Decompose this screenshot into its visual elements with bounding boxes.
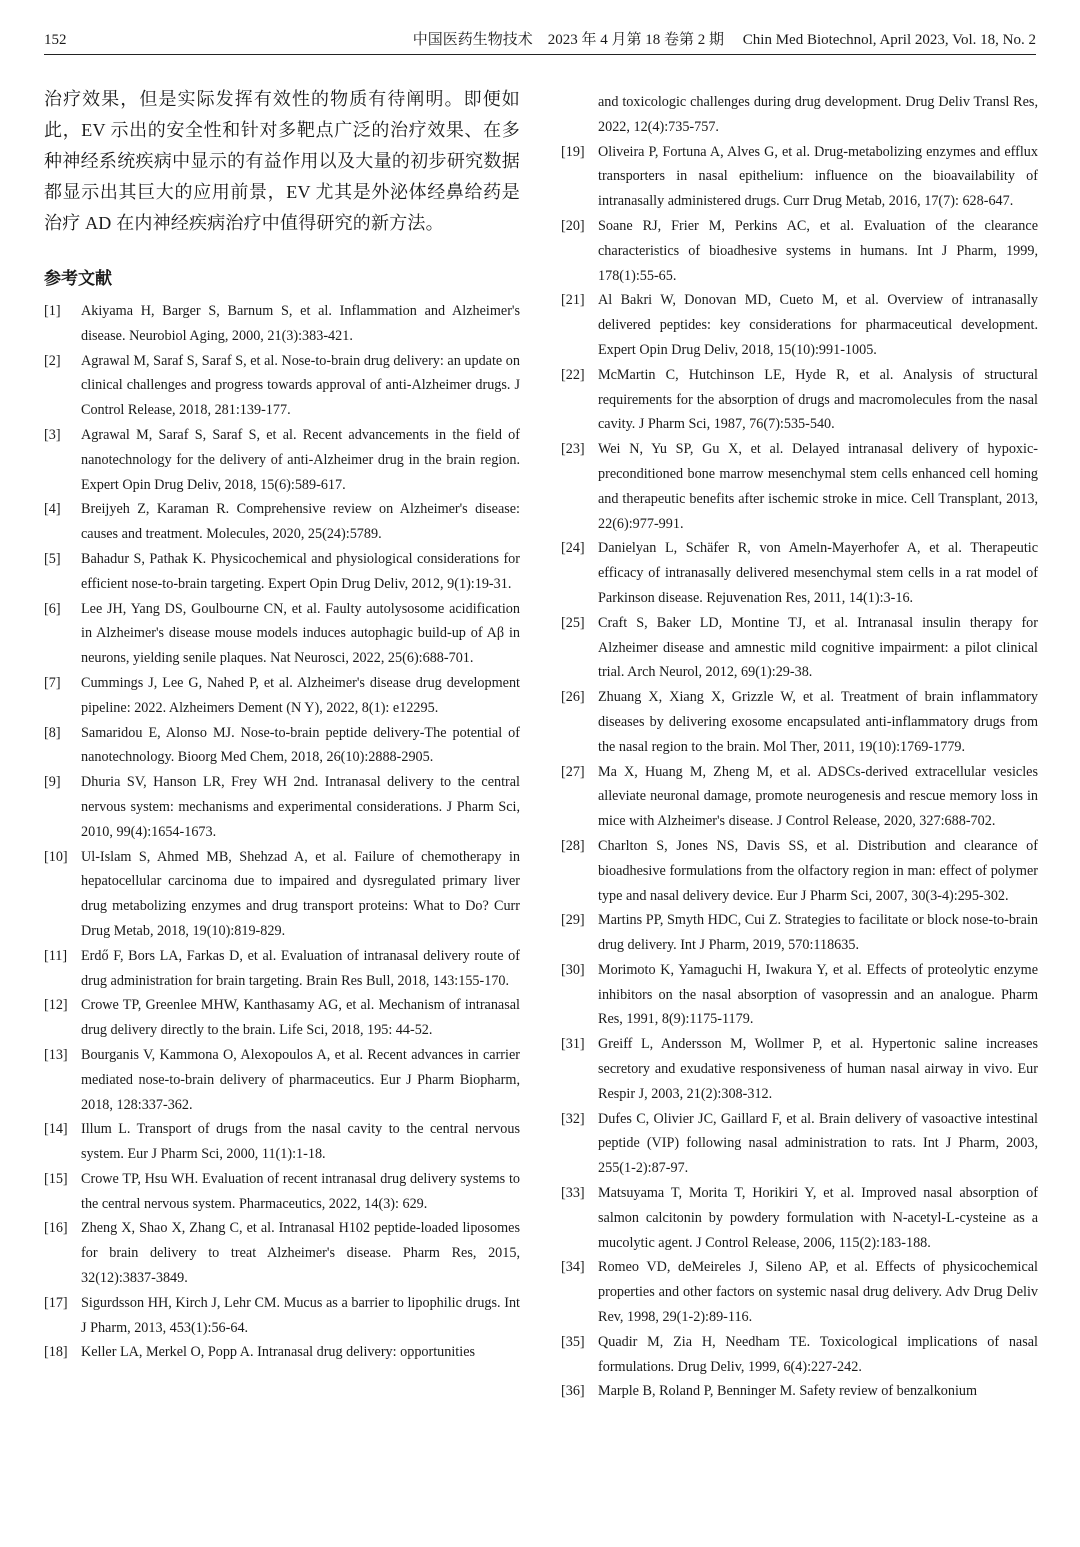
reference-item xyxy=(561,760,1038,834)
reference-text: Bahadur S, Pathak K. Physicochemical and physiological considerations for efficient nose-to-brain targeting. Expert Opin Drug Deliv, 2012, 9(1):19-31. xyxy=(81,550,520,592)
reference-item xyxy=(44,845,520,944)
reference-item xyxy=(44,1216,520,1290)
reference-number: [27] xyxy=(561,763,585,780)
reference-item xyxy=(44,423,520,497)
reference-item xyxy=(44,671,520,721)
references-heading: 参考文献 xyxy=(44,269,112,289)
reference-number: [1] xyxy=(44,303,61,319)
reference-text: Breijyeh Z, Karaman R. Comprehensive review on Alzheimer's disease: causes and treatment. Molecules, 2020, 25(24):5789. xyxy=(81,501,520,543)
reference-text: Agrawal M, Saraf S, Saraf S, et al. Nose-to-brain drug delivery: an update on clinical challenges and progress towards approval of anti-Alzheimer drugs. J Control Release, 2018, 281:139-177. xyxy=(81,352,520,419)
reference-number: [36] xyxy=(561,1383,585,1400)
reference-item xyxy=(561,536,1038,610)
reference-number: [3] xyxy=(44,426,61,443)
reference-item xyxy=(561,363,1038,437)
reference-item xyxy=(561,90,1038,140)
reference-number: [2] xyxy=(44,352,61,369)
reference-text: Quadir M, Zia H, Needham TE. Toxicological implications of nasal formulations. Drug Deliv, 1999, 6(4):227-242. xyxy=(598,1333,1038,1375)
reference-item xyxy=(44,497,520,547)
reference-item xyxy=(44,547,520,597)
reference-number: [32] xyxy=(561,1110,585,1127)
reference-item xyxy=(561,1032,1038,1106)
reference-text: Soane RJ, Frier M, Perkins AC, et al. Evaluation of the clearance characteristics of bioadhesive systems in humans. Int J Pharm, 1999, 178(1):55-65. xyxy=(598,217,1038,284)
reference-item xyxy=(561,908,1038,958)
left-column xyxy=(44,84,520,1365)
reference-text: Samaridou E, Alonso MJ. Nose-to-brain peptide delivery-The potential of nanotechnology. Bioorg Med Chem, 2018, 26(10):2888-2905. xyxy=(81,724,520,766)
reference-number: [6] xyxy=(44,600,61,617)
reference-item xyxy=(561,437,1038,536)
reference-item xyxy=(561,214,1038,288)
reference-number: [14] xyxy=(44,1121,68,1138)
reference-text: Romeo VD, deMeireles J, Sileno AP, et al. Effects of physicochemical properties and other factors on systemic nasal drug delivery. Adv Drug Deliv Rev, 1998, 29(1-2):89-116. xyxy=(598,1259,1038,1326)
reference-text: McMartin C, Hutchinson LE, Hyde R, et al. Analysis of structural requirements for the absorption of drugs and macromolecules from the nasal cavity. J Pharm Sci, 1987, 76(7):535-540. xyxy=(598,366,1038,433)
running-header xyxy=(44,29,1036,51)
reference-item xyxy=(561,1107,1038,1181)
reference-text: Morimoto K, Yamaguchi H, Iwakura Y, et al. Effects of proteolytic enzyme inhibitors on the nasal absorption of vasopressin and an analogue. Pharm Res, 1991, 8(9):1175-1179. xyxy=(598,961,1038,1028)
reference-item xyxy=(561,1181,1038,1255)
reference-text: Zhuang X, Xiang X, Grizzle W, et al. Treatment of brain inflammatory diseases by delivering exosome encapsulated anti-inflammatory drugs from the nasal region to the brain. Mol Ther, 2011, 19(10):1769-1779. xyxy=(598,689,1038,755)
reference-item xyxy=(44,1167,520,1217)
reference-text: Crowe TP, Hsu WH. Evaluation of recent intranasal drug delivery systems to the central nervous system. Pharmaceutics, 2022, 14(3): 629. xyxy=(81,1170,520,1212)
reference-text: Danielyan L, Schäfer R, von Ameln-Mayerhofer A, et al. Therapeutic efficacy of intranasally delivered mesenchymal stem cells in a rat model of Parkinson disease. Rejuvenation Res, 2011, 14(1):3-16. xyxy=(598,540,1038,606)
reference-text: Matsuyama T, Morita T, Horikiri Y, et al. Improved nasal absorption of salmon calcitonin by powdery formulation with N-acetyl-L-cysteine as a mucolytic agent. J Control Release, 2006, 115(2):183-188. xyxy=(598,1185,1038,1251)
header-rule xyxy=(44,54,1036,55)
reference-item xyxy=(44,993,520,1043)
reference-text: Martins PP, Smyth HDC, Cui Z. Strategies to facilitate or block nose-to-brain drug delivery. Int J Pharm, 2019, 570:118635. xyxy=(598,912,1038,954)
reference-item xyxy=(561,611,1038,685)
reference-list-left xyxy=(44,299,520,1365)
reference-number: [26] xyxy=(561,689,585,706)
reference-number: [20] xyxy=(561,217,585,234)
reference-text: Ma X, Huang M, Zheng M, et al. ADSCs-derived extracellular vesicles alleviate neuronal damage, promote neurogenesis and rescue memory loss in mice with Alzheimer's disease. J Control Release, 2020, 327:688-702. xyxy=(598,763,1038,830)
reference-number: [24] xyxy=(561,540,585,557)
reference-item xyxy=(561,958,1038,1032)
reference-text: Al Bakri W, Donovan MD, Cueto M, et al. Overview of intranasally delivered peptides: key considerations for pharmaceutical development. Expert Opin Drug Deliv, 2018, 15(10):991-1005. xyxy=(598,292,1038,358)
reference-number: [12] xyxy=(44,997,68,1014)
reference-item xyxy=(44,597,520,671)
reference-text: Dhuria SV, Hanson LR, Frey WH 2nd. Intranasal delivery to the central nervous system: mechanisms and experimental considerations. J Pharm Sci, 2010, 99(4):1654-1673. xyxy=(81,774,520,840)
reference-text: Akiyama H, Barger S, Barnum S, et al. Inflammation and Alzheimer's disease. Neurobiol Aging, 2000, 21(3):383-421. xyxy=(81,303,520,344)
reference-item xyxy=(561,1330,1038,1380)
reference-number: [18] xyxy=(44,1344,68,1361)
reference-text: Agrawal M, Saraf S, Saraf S, et al. Recent advancements in the field of nanotechnology for the delivery of anti-Alzheimer drug in the brain region. Expert Opin Drug Deliv, 2018, 15(6):589-617. xyxy=(81,426,520,493)
reference-number: [15] xyxy=(44,1170,68,1187)
reference-item xyxy=(44,349,520,423)
reference-text: Crowe TP, Greenlee MHW, Kanthasamy AG, et al. Mechanism of intranasal drug delivery directly to the brain. Life Sci, 2018, 195: 44-52. xyxy=(81,997,520,1039)
reference-text: Ul-Islam S, Ahmed MB, Shehzad A, et al. Failure of chemotherapy in hepatocellular carcinoma due to impaired and dysregulated primary liver drug metabolizing enzymes and drug transport proteins: What to Do? Curr Drug Metab, 2018, 19(10):819-829. xyxy=(81,848,520,939)
reference-number: [30] xyxy=(561,961,585,978)
reference-number: [8] xyxy=(44,724,61,741)
reference-number: [34] xyxy=(561,1259,585,1276)
reference-item xyxy=(44,299,520,349)
reference-number: [35] xyxy=(561,1333,585,1350)
reference-number: [25] xyxy=(561,614,585,631)
reference-number: [16] xyxy=(44,1220,68,1237)
reference-text: Marple B, Roland P, Benninger M. Safety review of benzalkonium xyxy=(598,1383,978,1400)
reference-item xyxy=(44,770,520,844)
reference-number: [13] xyxy=(44,1046,68,1063)
reference-list-right xyxy=(561,90,1038,1404)
reference-text: Bourganis V, Kammona O, Alexopoulos A, et al. Recent advances in carrier mediated nose-to-brain delivery of pharmaceutics. Eur J Pharm Biopharm, 2018, 128:337-362. xyxy=(81,1046,520,1113)
reference-text: Cummings J, Lee G, Nahed P, et al. Alzheimer's disease drug development pipeline: 2022. Alzheimers Dement (N Y), 2022, 8(1): e12295. xyxy=(81,674,520,716)
reference-item xyxy=(44,944,520,994)
page-number: 152 xyxy=(44,32,67,48)
reference-number: [33] xyxy=(561,1185,585,1202)
reference-item xyxy=(44,1340,520,1365)
reference-item xyxy=(44,1043,520,1117)
reference-text: Oliveira P, Fortuna A, Alves G, et al. Drug-metabolizing enzymes and efflux transporters in nasal epithelium: influence on the bioavailability of intranasally administered drugs. Curr Drug Metab, 2016, 17(7): 628-647. xyxy=(598,143,1038,210)
reference-item xyxy=(561,685,1038,759)
journal-citation: 中国医药生物技术 2023 年 4 月第 18 卷第 2 期 Chin Med Biotechnol, April 2023, Vol. 18, No. 2 xyxy=(412,32,1036,48)
reference-number: [11] xyxy=(44,947,68,964)
reference-text: Dufes C, Olivier JC, Gaillard F, et al. Brain delivery of vasoactive intestinal peptide (VIP) following nasal administration to rats. Int J Pharm, 2003, 255(1-2):87-97. xyxy=(598,1110,1038,1177)
reference-item xyxy=(561,288,1038,362)
reference-number: [5] xyxy=(44,550,61,567)
reference-text: and toxicologic challenges during drug development. Drug Deliv Transl Res, 2022, 12(4):735-757. xyxy=(598,94,1038,135)
reference-item xyxy=(561,1255,1038,1329)
reference-item xyxy=(44,1117,520,1167)
reference-text: Erdő F, Bors LA, Farkas D, et al. Evaluation of intranasal delivery route of drug administration for brain targeting. Brain Res Bull, 2018, 143:155-170. xyxy=(81,947,520,989)
reference-item xyxy=(44,721,520,771)
reference-number: [10] xyxy=(44,848,68,865)
reference-number: [23] xyxy=(561,441,585,458)
reference-text: Wei N, Yu SP, Gu X, et al. Delayed intranasal delivery of hypoxic-preconditioned bone marrow mesenchymal stem cells enhanced cell homing and therapeutic benefits after ischemic stroke in mice. Cell Transplant, 2013, 22(6):977-991. xyxy=(598,441,1038,532)
reference-number: [4] xyxy=(44,501,61,518)
reference-number: [28] xyxy=(561,837,585,854)
reference-text: Sigurdsson HH, Kirch J, Lehr CM. Mucus as a barrier to lipophilic drugs. Int J Pharm, 2013, 453(1):56-64. xyxy=(81,1294,520,1336)
right-column xyxy=(561,90,1038,1404)
reference-text: Greiff L, Andersson M, Wollmer P, et al. Hypertonic saline increases secretory and exudative responsiveness of human nasal airway in vivo. Eur Respir J, 2003, 21(2):308-312. xyxy=(598,1036,1038,1102)
reference-number: [22] xyxy=(561,366,585,383)
reference-number: [21] xyxy=(561,292,585,309)
reference-item xyxy=(561,140,1038,214)
reference-item xyxy=(561,1379,1038,1404)
reference-text: Keller LA, Merkel O, Popp A. Intranasal drug delivery: opportunities xyxy=(81,1344,476,1361)
reference-number: [29] xyxy=(561,912,585,929)
reference-text: Zheng X, Shao X, Zhang C, et al. Intranasal H102 peptide-loaded liposomes for brain delivery to treat Alzheimer's disease. Pharm Res, 2015, 32(12):3837-3849. xyxy=(81,1220,520,1287)
reference-text: Illum L. Transport of drugs from the nasal cavity to the central nervous system. Eur J Pharm Sci, 2000, 11(1):1-18. xyxy=(81,1121,520,1163)
reference-number: [31] xyxy=(561,1036,585,1053)
reference-item xyxy=(561,834,1038,908)
reference-text: Charlton S, Jones NS, Davis SS, et al. Distribution and clearance of bioadhesive formulations from the olfactory region in man: effect of polymer type and nasal delivery device. Eur J Pharm Sci, 2007, 30(3-4):295-302. xyxy=(598,837,1038,904)
reference-number: [9] xyxy=(44,774,61,791)
body-paragraph: 治疗效果，但是实际发挥有效性的物质有待阐明。即便如此，EV 示出的安全性和针对多靶点广泛的治疗效果、在多种神经系统疾病中显示的有益作用以及大量的初步研究数据都显示出其巨大的应用前景，EV 尤其是外泌体经鼻给药是治疗 AD 在内神经疾病治疗中值得研究的新方法。 xyxy=(44,89,520,233)
reference-number: [7] xyxy=(44,674,61,691)
reference-text: Lee JH, Yang DS, Goulbourne CN, et al. Faulty autolysosome acidification in Alzheimer's disease mouse models induces autophagic build-up of Aβ in neurons, yielding senile plaques. Nat Neurosci, 2022, 25(6):688-701. xyxy=(81,600,520,667)
reference-item xyxy=(44,1291,520,1341)
reference-number: [19] xyxy=(561,143,585,160)
reference-text: Craft S, Baker LD, Montine TJ, et al. Intranasal insulin therapy for Alzheimer disease and amnestic mild cognitive impairment: a pilot clinical trial. Arch Neurol, 2012, 69(1):29-38. xyxy=(598,614,1038,681)
reference-number: [17] xyxy=(44,1294,68,1311)
